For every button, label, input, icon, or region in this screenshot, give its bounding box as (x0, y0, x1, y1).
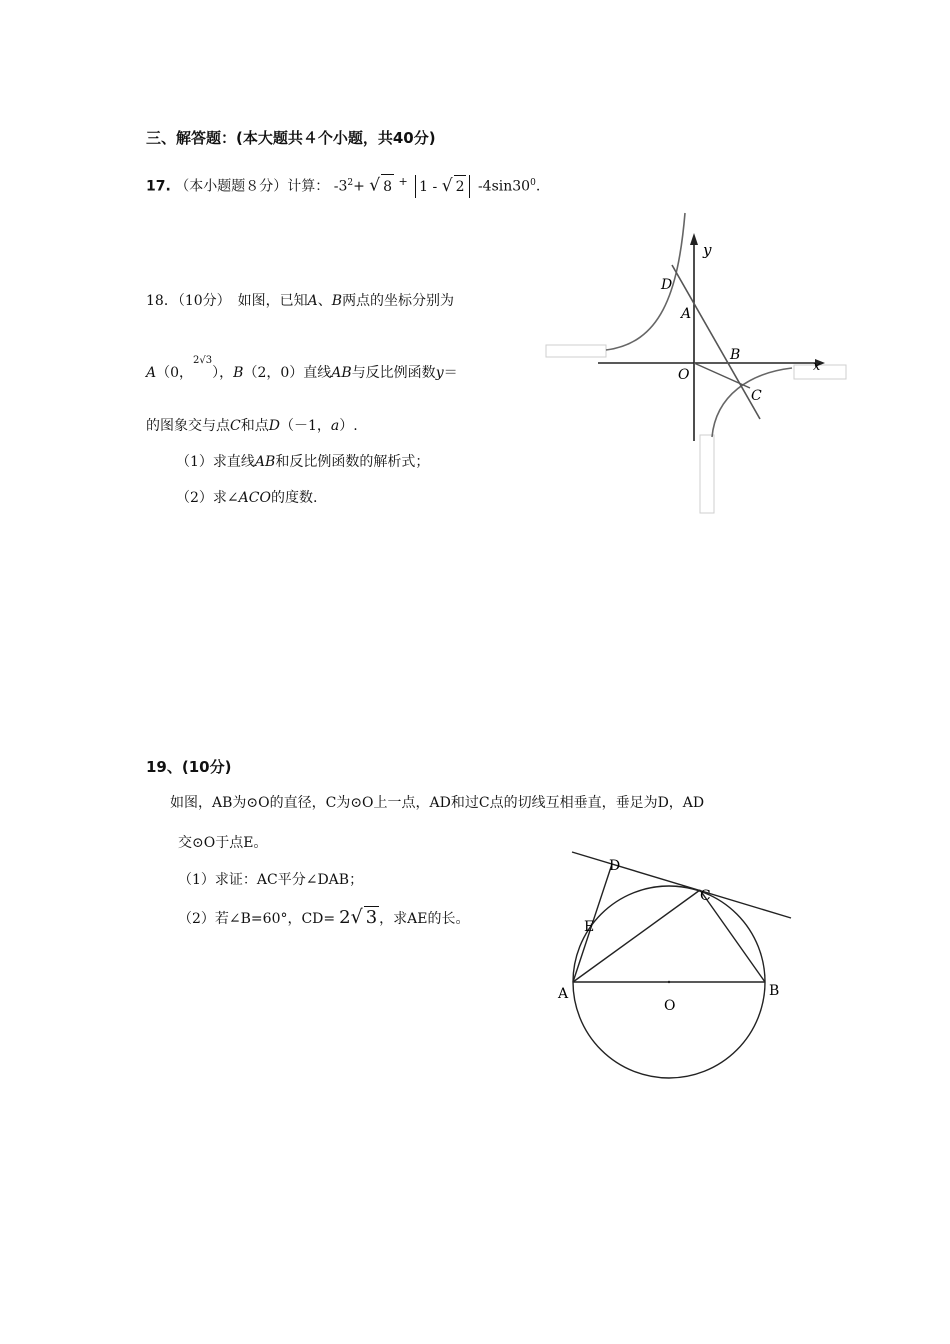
q19-figure (545, 840, 805, 1090)
label-e: E (584, 919, 595, 935)
label-b: B (769, 983, 780, 999)
q18-line2-a-label: A (146, 365, 157, 381)
q17-abs-one: 1 - (419, 178, 442, 195)
q18-line3-d: D (268, 418, 280, 434)
q17-plus2: + (398, 175, 408, 188)
q18-header-line (146, 290, 454, 310)
q18-sub2 (176, 487, 317, 507)
center-point (668, 981, 670, 983)
q17-exp0: 0 (530, 178, 536, 188)
q18-sub1-ab: AB (254, 454, 276, 470)
sqrt-symbol: √ (369, 175, 381, 196)
q19-sub1: （1）求证：AC平分∠DAB； (178, 872, 364, 888)
q18-line2-text-c: （2，0）直线 (243, 365, 332, 381)
q18-point-a: A (307, 293, 318, 309)
q18-sub1-text-b: 和反比例函数的解析式； (275, 454, 430, 470)
q18-line3-a-var: a (330, 418, 340, 434)
q17-prefix: （本小题题８分）计算： (175, 178, 330, 195)
q17-absolute-value (415, 175, 470, 198)
q19-sub2 (178, 906, 470, 928)
label-a: A (681, 306, 692, 322)
label-d: D (661, 277, 673, 293)
q19-line2: 交⊙O于点E。 (178, 835, 268, 851)
figure-artifact-box (700, 435, 714, 513)
q18-line2-y: y (435, 365, 444, 381)
q18-sub2-text-b: 的度数. (270, 490, 318, 506)
q18-sub1-text-a: （1）求直线 (176, 454, 255, 470)
q18-line3 (146, 415, 358, 435)
q18-a-coordinate: 2√3 (193, 355, 213, 367)
q18-line2 (146, 355, 458, 382)
q18-line3-text-a: 的图象交与点 (146, 418, 230, 434)
sqrt-symbol: √ (441, 175, 453, 196)
q18-header: 18．（10分） 如图，已知 (146, 293, 308, 309)
q18-sub1 (176, 451, 429, 471)
q18-line3-text-d: ）. (339, 418, 358, 434)
q17-sqrt8: 8 (381, 174, 394, 199)
section-title: 三、解答题：(本大题共４个小题，共40分) (146, 129, 436, 147)
hyperbola-upper-left-branch (606, 213, 685, 350)
label-c: C (751, 388, 762, 404)
q18-sub2-text-a: （2）求∠ (176, 490, 239, 506)
q18-line3-text-c: （－1， (279, 418, 331, 434)
q19-sub2-text-b: ，求AE的长。 (379, 911, 470, 927)
label-y: y (703, 241, 712, 259)
line-ab (672, 265, 760, 419)
q18-sub2-aco: ACO (238, 490, 271, 506)
q18-line2-text-b: ）， (212, 365, 234, 381)
q17-number: 17. (146, 178, 171, 195)
q18-figure (540, 205, 860, 520)
segment-oc (694, 363, 750, 388)
q19-sub2-text-a: （2）若∠B=60°，CD= (178, 911, 336, 927)
q19-header: 19、(10分) (146, 758, 232, 776)
q17-period: . (535, 178, 541, 195)
q18-sep: 、 (317, 293, 332, 309)
figure-artifact-box (546, 345, 606, 357)
q18-line2-text-a: （0， (156, 365, 194, 381)
label-x: x (813, 359, 821, 374)
q18-line3-text-b: 和点 (240, 418, 269, 434)
q17-exp2: 2 (347, 178, 354, 188)
q18-line2-text-e: ＝ (443, 365, 458, 381)
question-17 (146, 170, 540, 199)
q19-sub2-coef: 2 (339, 907, 351, 928)
label-d: D (609, 858, 621, 874)
q18-line2-text-d: 与反比例函数 (351, 365, 436, 381)
label-b: B (730, 347, 741, 363)
q17-expr-start: -3 (333, 178, 348, 195)
label-a: A (558, 986, 569, 1002)
label-c: C (700, 888, 711, 904)
label-o: O (678, 367, 690, 383)
q17-tail: -4sin30 (477, 178, 531, 195)
q18-line3-c: C (230, 418, 241, 434)
q17-plus1: + (353, 178, 365, 195)
q19-sub2-rad: 3 (365, 907, 378, 928)
q18-point-b: B (331, 293, 343, 309)
q17-sqrt2: 2 (454, 175, 467, 198)
q18-header-tail: 两点的坐标分别为 (342, 293, 455, 309)
q18-line2-ab: AB (331, 365, 352, 381)
sqrt-symbol: √ (350, 906, 363, 928)
q18-line2-b-label: B (233, 365, 244, 381)
y-axis-arrow-icon (690, 233, 698, 245)
label-o: O (664, 998, 676, 1014)
segment-ac (573, 890, 700, 982)
q19-line1: 如图，AB为⊙O的直径，C为⊙O上一点，AD和过C点的切线互相垂直，垂足为D，AD (170, 795, 705, 811)
